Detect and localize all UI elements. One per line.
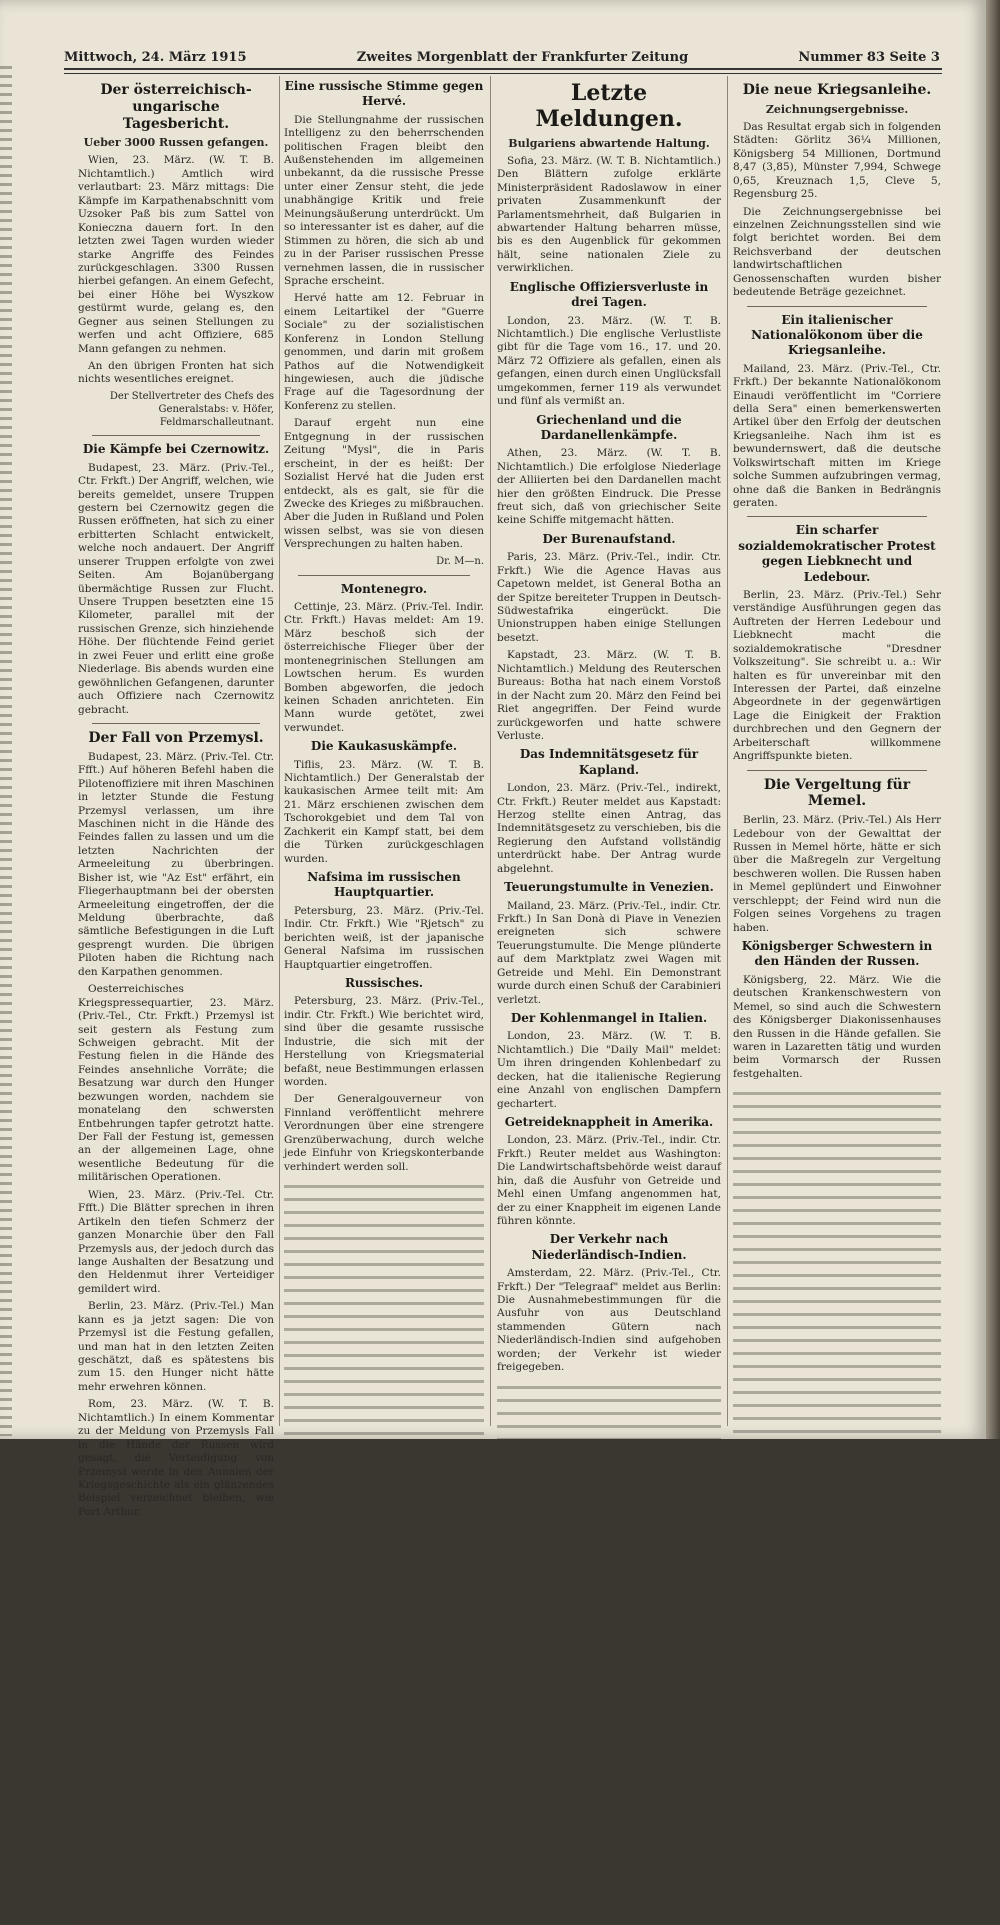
section-headline: Letzte Meldungen. — [535, 80, 683, 133]
masthead-page-number: Nummer 83 Seite 3 — [798, 49, 940, 65]
article-paragraph: Amsterdam, 22. März. (Priv.-Tel., Ctr. Frkft.) Der "Telegraaf" meldet aus Berlin: Die Ausnahmebestimmungen für die Ausfuhr von aus Deutschland stammenden Gütern nach Niederländisch-Indien sind aufgehoben worden; der Verkehr ist wieder freigegeben. — [497, 1267, 721, 1374]
article-paragraph: Athen, 23. März. (W. T. B. Nichtamtlich.) Die erfolglose Niederlage der Alliierten bei den Dardanellen macht hier den größten Eindruck. Die Presse freut sich, daß von griechischer Seite keine Schiffe mitgemacht hätten. — [497, 447, 721, 527]
article-headline: Der Verkehr nach Niederländisch-Indien. — [531, 1232, 687, 1262]
article-paragraph: Paris, 23. März. (Priv.-Tel., indir. Ctr. Frkft.) Wie die Agence Havas aus Capetown meldet, ist General Botha an der Spitze bereiteter Truppen in Deutsch-Südwestafrika eingerückt. Die Unionstruppen haben einige Stellungen besetzt. — [497, 551, 721, 644]
article-paragraph: Budapest, 23. März. (Priv.-Tel., Ctr. Frkft.) Der Angriff, welchen, wie bereits gemeldet, unsere Truppen gestern bei Czernowitz gegen die Russen eröffneten, hat sich zu einer erbitterten Schlacht entwickelt, welche noch andauert. Der Angriff unserer Truppen erfolgte von zwei Seiten. Am Bojanübergang übermächtige Russen zur Flucht. Unsere Truppen besetzten eine 15 Kilometer, parallel mit der russischen Grenze, sich hinziehende Höhe. Der flüchtende Feind geriet in zwei Feuer und erlitt eine große Niederlage. Bis abends wurden eine gewöhnlichen Gefangenen, darunter auch Offiziere nach Czernowitz gebracht. — [78, 461, 274, 716]
article-paragraph: Der Generalgouverneur von Finnland veröffentlicht mehrere Verordnungen über eine strengere Grenzüberwachung, durch welche jede Einfuhr von Kriegskonterbande verhindert werden soll. — [284, 1093, 484, 1173]
text-continuation — [733, 1087, 941, 1487]
article-paragraph: Budapest, 23. März. (Priv.-Tel. Ctr. Ffft.) Auf höheren Befehl haben die Pilotenoffiziere mit ihren Maschinen in letzter Stunde die Festung Przemysl verlassen, um ihre Maschinen nicht in die Hände des Feindes fallen zu lassen und um die letzten Nachrichten der Armeeleitung zu überbringen. Bisher ist, wie "Az Est" erfährt, ein Fliegerhauptmann bei der obersten Armeeleitung eingetroffen, der die Meldung überbrachte, daß sämtliche Befestigungen in die Luft gesprengt wurden. Die übrigen Piloten haben die Richtung nach den Karpathen genommen. — [78, 750, 274, 978]
article-headline: Montenegro. — [340, 581, 428, 596]
article-signature: Dr. M—n. — [436, 555, 484, 567]
masthead-date: Mittwoch, 24. März 1915 — [64, 49, 247, 65]
article-paragraph: Hervé hatte am 12. Februar in einem Leitartikel der "Guerre Sociale" zu der sozialistischen Konferenz in London Stellung genommen, und darin mit großem Pathos auf die Notwendigkeit hingewiesen, auch die jüdische Frage auf die Tagesordnung der Konferenz zu stellen. — [284, 292, 484, 412]
article-subheadline: Bulgariens abwartende Haltung. — [508, 136, 710, 150]
page-edge-shadow — [986, 0, 1000, 1439]
article-paragraph: Berlin, 23. März. (Priv.-Tel.) Man kann es ja jetzt sagen: Die von Przemysl ist die Festung gefallen, und man hat in den letzten Zeiten geschätzt, daß es spätestens bis zum 15. den Hunger nicht hätte mehr erwehren können. — [78, 1300, 274, 1393]
article-separator — [747, 770, 927, 771]
article-headline: Griechenland und die Dardanellenkämpfe. — [536, 412, 682, 442]
text-continuation — [78, 1525, 274, 1925]
article-headline: Königsberger Schwestern in den Händen der Russen. — [741, 939, 933, 969]
article-paragraph: Wien, 23. März. (W. T. B. Nichtamtlich.) Amtlich wird verlautbart: 23. März mittags: Die Kämpfe im Karpathenabschnitt vom Uzsoker Paß bis zum Sattel von Konieczna dauern fort. In den letzten zwei Tagen wurden wieder starke Angriffe des Feindes zurückgeschlagen. 3300 Russen hierbei gefangen. An einem Gefecht, bei einer Höhe bei Wyszkow gestürmt wurde, gelang es, den Gegner aus seinen Stellungen zu werfen und acht Offiziere, 685 Mann gefangen zu nehmen. — [78, 154, 274, 355]
article-paragraph: Berlin, 23. März. (Priv.-Tel.) Als Herr Ledebour von der Gewalttat der Russen in Memel hörte, hätte er sich über die Maßregeln zur Vergeltung beschweren wollen. Die Russen haben in Memel geplündert und Einwohner verschleppt; der Feind wird nun die Folgen seines Vorgehens zu tragen haben. — [733, 814, 941, 934]
article-paragraph: Mailand, 23. März. (Priv.-Tel., Ctr. Frkft.) Der bekannte Nationalökonom Einaudi veröffentlicht im "Corriere della Sera" einen bemerkenswerten Artikel über den Erfolg der deutschen Kriegsanleihe. Nach ihm ist es bewundernswert, daß die deutsche Volkswirtschaft mitten im Kriege solche Summen aufzubringen vermag, ohne daß die Banken in Bedrängnis geraten. — [733, 362, 941, 510]
article-paragraph: Rom, 23. März. (W. T. B. Nichtamtlich.) In einem Kommentar zu der Meldung von Przemysls Fall in die Hände der Russen wird gesagt, die Verteidigung von Przemysl werde in den Annalen der Kriegsgeschichte als ein glänzendes Beispiel verzeichnet bleiben, wie Port Arthur. — [78, 1398, 274, 1518]
column-1 — [78, 76, 274, 1518]
article-headline: Die neue Kriegsanleihe. — [742, 82, 932, 98]
article-paragraph: Darauf ergeht nun eine Entgegnung in der russischen Zeitung "Mysl", die in Paris erscheint, in der es heißt: Der Sozialist Hervé hat die Juden erst entdeckt, als es galt, sie für die Zwecke des Krieges zu mißbrauchen. Aber die Juden in Rußland und Polen wissen selbst, was sie von diesen Versprechungen zu halten haben. — [284, 417, 484, 551]
column-3 — [497, 76, 721, 1426]
article-headline: Ein italienischer Nationalökonom über die Kriegsanleihe. — [751, 312, 923, 358]
article-separator — [747, 306, 927, 307]
text-continuation — [497, 1381, 721, 1781]
article-headline: Das Indemnitätsgesetz für Kapland. — [519, 747, 699, 777]
article-headline: Der Burenaufstand. — [542, 531, 676, 546]
article-paragraph: Petersburg, 23. März. (Priv.-Tel. Indir. Ctr. Frkft.) Wie "Rjetsch" zu berichten weiß, ist der japanische General Nafsima im russischen Hauptquartier eingetroffen. — [284, 904, 484, 971]
article-paragraph: Kapstadt, 23. März. (W. T. B. Nichtamtlich.) Meldung des Reuterschen Bureaus: Botha hat nach einem Vorstoß in der Nacht zum 20. März den Feind bei Riet angegriffen. Der Feind wurde zurückgeworfen und hatte schwere Verluste. — [497, 649, 721, 742]
article-paragraph: Das Resultat ergab sich in folgenden Städten: Görlitz 36¼ Millionen, Königsberg 54 Millionen, Dortmund 8,47 (3,85), Münster 7,994, Schwege 0,65, Kreuznach 1,5, Cleve 5, Regensburg 25. — [733, 120, 941, 201]
article-subheadline: Zeichnungsergebnisse. — [765, 102, 909, 116]
masthead — [64, 46, 940, 68]
article-headline: Nafsima im russischen Hauptquartier. — [307, 870, 461, 900]
column-4 — [733, 76, 941, 1426]
text-continuation — [284, 1180, 484, 1580]
article-separator — [747, 516, 927, 517]
article-paragraph: Die Zeichnungsergebnisse bei einzelnen Zeichnungsstellen sind wie folgt berichtet worden. Bei dem Reichsverband der deutschen landwirtschaftlichen Genossenschaften wurden bisher bedeutende Beträge gezeichnet. — [733, 205, 941, 299]
article-headline: Der österreichisch-ungarische Tagesbericht. — [100, 82, 252, 132]
article-paragraph: Berlin, 23. März. (Priv.-Tel.) Sehr verständige Ausführungen gegen das Auftreten der Herren Ledebour und Liebknecht macht die sozialdemokratische "Dresdner Volkszeitung". Sie schreibt u. a.: Wir halten es für unvereinbar mit den Interessen der Partei, daß einzelne Abgeordnete in der gegenwärtigen Lage die Einigkeit der Fraktion durchbrechen und den Gegnern der Arbeiterschaft willkommene Angriffspunkte bieten. — [733, 588, 941, 763]
article-headline: Die Kämpfe bei Czernowitz. — [82, 442, 270, 457]
article-paragraph: An den übrigen Fronten hat sich nichts wesentliches ereignet. — [78, 360, 274, 386]
article-paragraph: Wien, 23. März. (Priv.-Tel. Ctr. Ffft.) Die Blätter sprechen in ihren Artikeln den tiefen Schmerz der ganzen Monarchie über den Fall Przemysls aus, der jedoch durch das lange Aushalten der Besatzung und den Heldenmut ihrer Verteidiger gemildert wird. — [78, 1188, 274, 1295]
article-paragraph: London, 23. März. (Priv.-Tel., indirekt, Ctr. Frkft.) Reuter meldet aus Kapstadt: Herzog stellte einen Antrag, das Indemnitätsgesetz zu verschieben, bis die Regierung den Aufstand vollständig unterdrückt habe. Der Antrag wurde abgelehnt. — [497, 782, 721, 875]
masthead-rule — [64, 68, 942, 74]
column-2 — [284, 76, 484, 1426]
article-paragraph: Oesterreichisches Kriegspressequartier, 23. März. (Priv.-Tel., Ctr. Frkft.) Przemysl ist seit gestern als Festung zum Schweigen gebracht. Mit der Festung fielen in die Hände des Feindes ansehnliche Vorräte; die Besatzung war durch den Hunger bezwungen worden, nachdem sie monatelang den schwersten Entbehrungen tapfer getrotzt hatte. Der Fall der Festung ist, gemessen an der allgemeinen Lage, ohne wesentliche Bedeutung für die militärischen Operationen. — [78, 983, 274, 1184]
article-paragraph: London, 23. März. (W. T. B. Nichtamtlich.) Die "Daily Mail" meldet: Um ihren dringenden Kohlenbedarf zu decken, hat die italienische Regierung eine Anzahl von englischen Dampfern gechartert. — [497, 1030, 721, 1110]
article-separator — [298, 575, 470, 576]
article-paragraph: Sofia, 23. März. (W. T. B. Nichtamtlich.) Den Blättern zufolge erklärte Ministerpräsident Radoslawow in einer privaten Zusammenkunft der Parlamentsmehrheit, daß Bulgarien in abwartender Haltung beharren müsse, bis es den Augenblick für gekommen hält, seine nationalen Ziele zu verwirklichen. — [497, 154, 721, 275]
article-signature: Der Stellvertreter des Chefs des Generalstabs: v. Höfer, Feldmarschalleutnant. — [109, 390, 274, 428]
article-headline: Die Kaukasuskämpfe. — [310, 739, 458, 754]
article-headline: Eine russische Stimme gegen Hervé. — [284, 79, 484, 109]
article-headline: Ein scharfer sozialdemokratischer Protest gegen Liebknecht und Ledebour. — [738, 523, 936, 584]
article-paragraph: London, 23. März. (W. T. B. Nichtamtlich.) Die englische Verlustliste gibt für die Tage vom 16., 17. und 20. März 72 Offiziere als gefallen, einen als gefangen, einen durch einen Unglücksfall umgekommen, ferner 119 als verwundet und fünf als vermißt an. — [497, 314, 721, 408]
article-headline: Die Vergeltung für Memel. — [763, 776, 911, 810]
column-divider — [279, 76, 280, 1426]
article-paragraph: Die Stellungnahme der russischen Intelligenz zu den beherrschenden politischen Fragen bleibt den Außenstehenden im allgemeinen unbekannt, da die russische Presse unter einer Zensur steht, die jede unabhängige Kritik und freie Meinungsäußerung unterdrückt. Um so interessanter ist es daher, auf die Stimmen zu hören, die sich ab und zu in der Pariser russischen Presse vernehmen lassen, die in russischer Sprache erscheint. — [284, 113, 484, 287]
column-divider — [490, 76, 491, 1426]
article-paragraph: Tiflis, 23. März. (W. T. B. Nichtamtlich.) Der Generalstab der kaukasischen Armee teilt mit: Am 21. März erschienen zwischen dem Tschorokgebiet und dem Tal von Zachkerit ein Kampf statt, bei dem die Türken zurückgeschlagen wurden. — [284, 758, 484, 865]
article-subheadline: Ueber 3000 Russen gefangen. — [83, 136, 269, 150]
article-paragraph: Mailand, 23. März. (Priv.-Tel., indir. Ctr. Frkft.) In San Donà di Piave in Venezien ereigneten sich schwere Teuerungstumulte. Die Menge plünderte auf dem Marktplatz zwei Wagen mit Getreide und Mehl. Ein Demonstrant wurde durch einen Schuß der Carabinieri verletzt. — [497, 899, 721, 1006]
article-separator — [92, 723, 260, 724]
article-paragraph: Petersburg, 23. März. (Priv.-Tel., indir. Ctr. Frkft.) Wie berichtet wird, sind über die gesamte russische Industrie, die sich mit der Herstellung von Kriegsmaterial befaßt, neue Bestimmungen erlassen worden. — [284, 995, 484, 1088]
article-separator — [92, 435, 260, 436]
masthead-title: Zweites Morgenblatt der Frankfurter Zeitung — [356, 49, 689, 65]
article-headline: Teuerungstumulte in Venezien. — [504, 880, 714, 895]
column-divider — [727, 76, 728, 1426]
previous-page-strip — [0, 66, 12, 1436]
article-paragraph: Königsberg, 22. März. Wie die deutschen Krankenschwestern von Memel, so sind auch die Schwestern des Königsberger Diakonissenhauses den Russen in die Hände gefallen. Sie waren in Lazaretten tätig und wurden beim Vormarsch der Russen festgehalten. — [733, 973, 941, 1080]
article-paragraph: Cettinje, 23. März. (Priv.-Tel. Indir. Ctr. Frkft.) Havas meldet: Am 19. März beschoß sich der österreichische Flieger über der montenegrinischen Stellungen am Lowtschen herum. Es wurden Bomben abgeworfen, die jedoch keinen Schaden anrichteten. Ein Mann wurde getötet, zwei verwundet. — [284, 600, 484, 734]
article-headline: Getreideknappheit in Amerika. — [504, 1115, 714, 1130]
article-headline: Der Kohlenmangel in Italien. — [510, 1011, 708, 1026]
article-headline: Der Fall von Przemysl. — [88, 729, 264, 746]
article-headline: Russisches. — [344, 976, 424, 991]
article-paragraph: London, 23. März. (Priv.-Tel., indir. Ctr. Frkft.) Reuter meldet aus Washington: Die Landwirtschaftsbehörde weist darauf hin, daß die Ausfuhr von Getreide und Mehl einen Umfang angenommen hat, der zu einer Knappheit im eigenen Lande führen könnte. — [497, 1134, 721, 1228]
article-headline: Englische Offiziersverluste in drei Tagen. — [509, 279, 709, 310]
